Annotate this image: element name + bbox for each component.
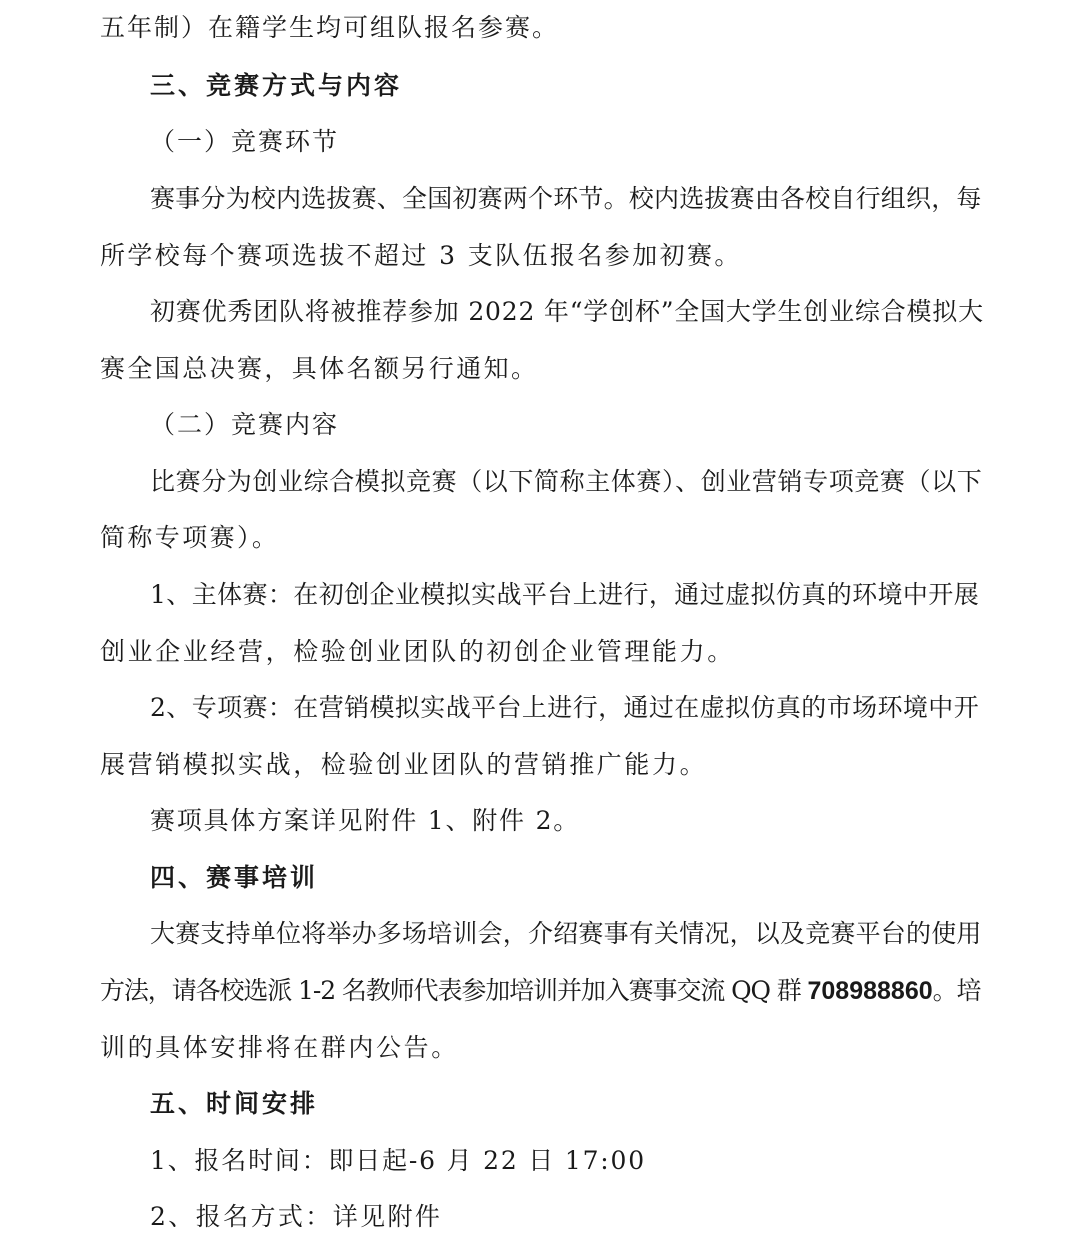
text-attachments: 赛项具体方案详见附件 1、附件 2。 [150, 806, 581, 835]
text-training-1: 大赛支持单位将举办多场培训会，介绍赛事有关情况，以及竞赛平台的使用 [150, 919, 982, 948]
paragraph-line [0, 575, 1080, 615]
paragraph-line [0, 8, 1080, 48]
text-registration-time: 1、报名时间：即日起-6 月 22 日 17:00 [150, 1146, 646, 1175]
section-heading [0, 66, 1080, 106]
text-stages-1: 赛事分为校内选拔赛、全国初赛两个环节。校内选拔赛由各校自行组织，每 [150, 184, 982, 213]
subheading-content: （二）竞赛内容 [150, 410, 340, 439]
heading-competition-format: 三、竞赛方式与内容 [150, 71, 403, 100]
text-registration-method: 2、报名方式：详见附件 [150, 1202, 443, 1231]
text-main-event-2: 创业企业经营，检验创业团队的初创企业管理能力。 [100, 637, 735, 666]
text-eligibility-end: 五年制）在籍学生均可组队报名参赛。 [100, 13, 560, 42]
text-finals-2: 赛全国总决赛，具体名额另行通知。 [100, 354, 539, 383]
paragraph-line [0, 292, 1080, 332]
text-training-2-a: 方法，请各校选派 1-2 名教师代表参加培训并加入赛事交流 QQ 群 [100, 976, 808, 1005]
paragraph-line [0, 1028, 1080, 1068]
text-stages-2: 所学校每个赛项选拔不超过 3 支队伍报名参加初赛。 [100, 241, 742, 270]
text-finals-1: 初赛优秀团队将被推荐参加 2022 年“学创杯”全国大学生创业综合模拟大 [150, 297, 984, 326]
paragraph-line [0, 914, 1080, 954]
paragraph-line [0, 1197, 1080, 1237]
qq-group-number: 708988860 [807, 977, 933, 1005]
heading-schedule: 五、时间安排 [150, 1089, 319, 1118]
paragraph-line [0, 745, 1080, 785]
heading-training: 四、赛事培训 [150, 863, 319, 892]
paragraph-line [0, 462, 1080, 502]
subsection-heading [0, 405, 1080, 445]
text-training-2 [100, 971, 980, 1011]
text-special-event-2: 展营销模拟实战，检验创业团队的营销推广能力。 [100, 750, 708, 779]
text-main-event-1: 1、主体赛：在初创企业模拟实战平台上进行，通过虚拟仿真的环境中开展 [150, 580, 980, 609]
section-heading [0, 1084, 1080, 1124]
paragraph-line [0, 1141, 1080, 1181]
paragraph-line [0, 518, 1080, 558]
subheading-stages: （一）竞赛环节 [150, 127, 340, 156]
paragraph-line [0, 236, 1080, 276]
text-content-2: 简称专项赛）。 [100, 523, 280, 552]
subsection-heading [0, 122, 1080, 162]
paragraph-line [0, 971, 1080, 1011]
paragraph-line [0, 632, 1080, 672]
text-training-3: 训的具体安排将在群内公告。 [100, 1033, 459, 1062]
paragraph-line [0, 349, 1080, 389]
section-heading [0, 858, 1080, 898]
text-special-event-1: 2、专项赛：在营销模拟实战平台上进行，通过在虚拟仿真的市场环境中开 [150, 693, 980, 722]
paragraph-line [0, 179, 1080, 219]
paragraph-line [0, 801, 1080, 841]
text-content-1: 比赛分为创业综合模拟竞赛（以下简称主体赛）、创业营销专项竞赛（以下 [150, 467, 983, 496]
paragraph-line [0, 688, 1080, 728]
text-training-2-c: 。培 [932, 976, 981, 1005]
